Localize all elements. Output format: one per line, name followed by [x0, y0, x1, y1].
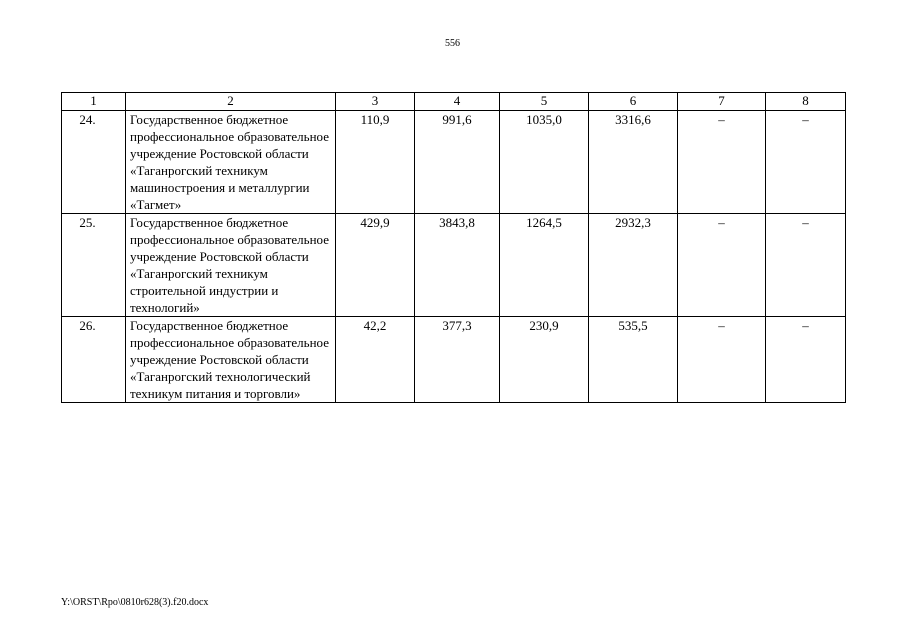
table-row — [62, 317, 846, 403]
value-col-5: 1035,0 — [500, 111, 589, 214]
column-header-2: 2 — [126, 93, 336, 111]
column-header-6: 6 — [589, 93, 678, 111]
value-col-3: 429,9 — [336, 214, 415, 317]
table-header-row — [62, 93, 846, 111]
column-header-4: 4 — [415, 93, 500, 111]
value-col-8: – — [766, 111, 846, 214]
value-col-6: 3316,6 — [589, 111, 678, 214]
value-col-4: 377,3 — [415, 317, 500, 403]
institution-name: Государственное бюджетное профессиональное образовательное учреждение Ростовской области «Таганрогский техникум машиностроения и металлургии «Тагмет» — [126, 111, 336, 214]
institution-name: Государственное бюджетное профессиональное образовательное учреждение Ростовской области «Таганрогский технологический техникум питания и торговли» — [126, 317, 336, 403]
value-col-6: 2932,3 — [589, 214, 678, 317]
value-col-5: 230,9 — [500, 317, 589, 403]
institution-name: Государственное бюджетное профессиональное образовательное учреждение Ростовской области «Таганрогский техникум строительной индустрии и технологий» — [126, 214, 336, 317]
column-header-3: 3 — [336, 93, 415, 111]
value-col-4: 3843,8 — [415, 214, 500, 317]
column-header-7: 7 — [678, 93, 766, 111]
row-number: 26. — [62, 317, 126, 403]
value-col-7: – — [678, 317, 766, 403]
value-col-8: – — [766, 317, 846, 403]
column-header-5: 5 — [500, 93, 589, 111]
value-col-7: – — [678, 111, 766, 214]
column-header-1: 1 — [62, 93, 126, 111]
table-row — [62, 111, 846, 214]
data-table — [61, 92, 846, 403]
column-header-8: 8 — [766, 93, 846, 111]
page-number: 556 — [445, 38, 460, 49]
value-col-5: 1264,5 — [500, 214, 589, 317]
row-number: 24. — [62, 111, 126, 214]
value-col-8: – — [766, 214, 846, 317]
value-col-4: 991,6 — [415, 111, 500, 214]
row-number: 25. — [62, 214, 126, 317]
table-row — [62, 214, 846, 317]
footer-file-path: Y:\ORST\Rpo\0810r628(3).f20.docx — [61, 597, 209, 608]
value-col-7: – — [678, 214, 766, 317]
value-col-6: 535,5 — [589, 317, 678, 403]
value-col-3: 110,9 — [336, 111, 415, 214]
value-col-3: 42,2 — [336, 317, 415, 403]
